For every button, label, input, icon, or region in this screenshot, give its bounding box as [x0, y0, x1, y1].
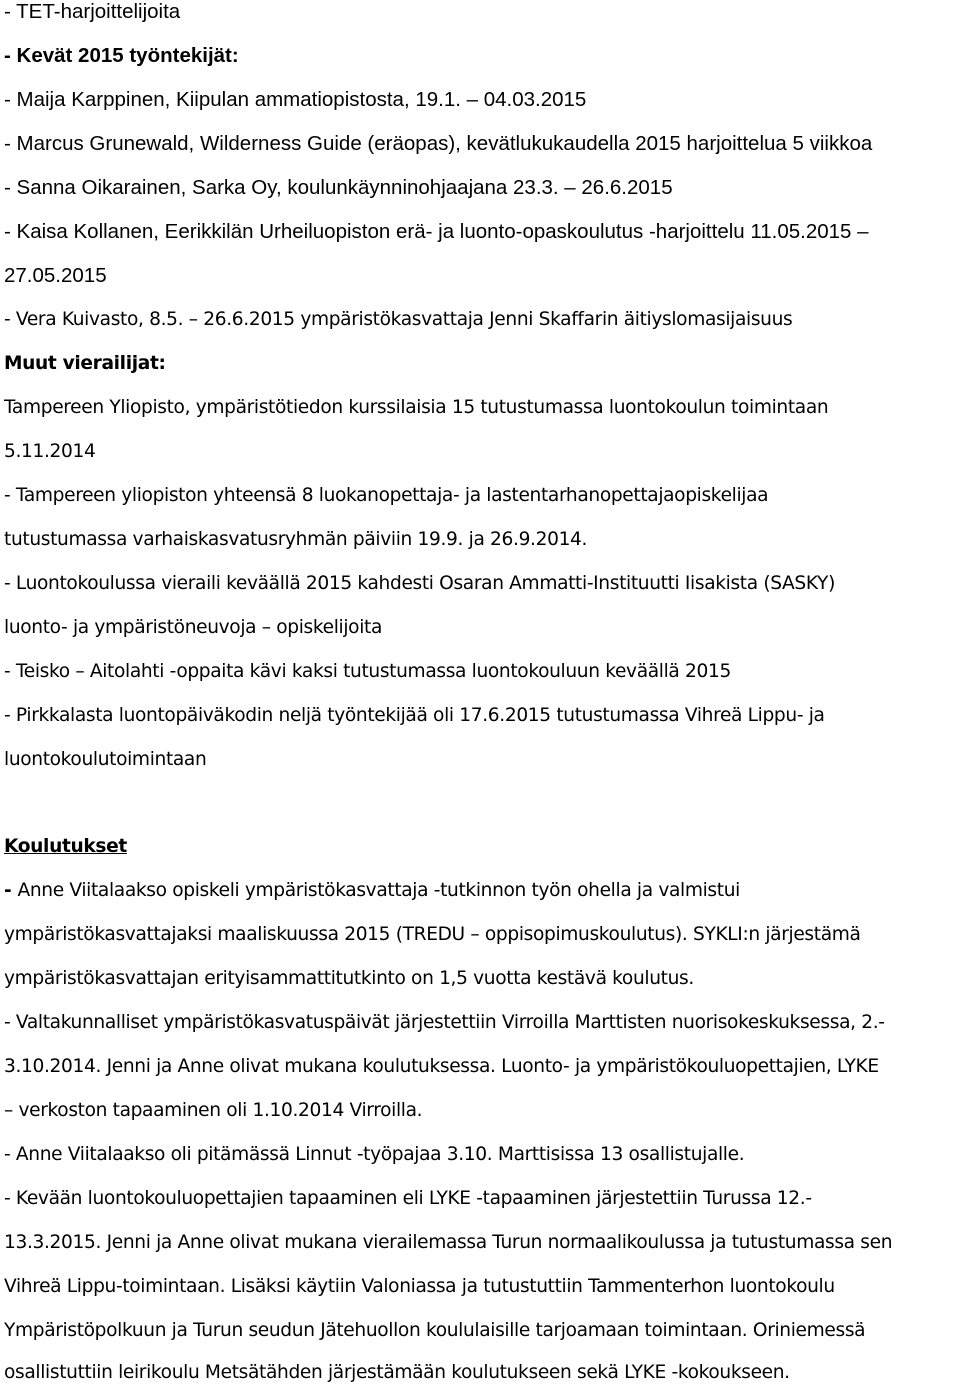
text-line-tampere-teachers-cont: tutustumassa varhaiskasvatusryhmän päiviin 19.9. ja 26.9.2014.: [4, 529, 588, 550]
text-line-sykli: ympäristökasvattajan erityisammattitutkinto on 1,5 vuotta kestävä koulutus.: [4, 968, 694, 989]
text-line-national-days: - Valtakunnalliset ympäristökasvatuspäivät järjestettiin Virroilla Marttisten nuorisokeskuksessa, 2.-: [4, 1012, 885, 1033]
text-line-lyke-network: – verkoston tapaaminen oli 1.10.2014 Virroilla.: [4, 1100, 423, 1121]
text-line-valonia: Vihreä Lippu-toimintaan. Lisäksi käytiin Valoniassa ja tutustuttiin Tammenterhon luontokoulu: [4, 1276, 835, 1297]
text-line-birds-workshop: - Anne Viitalaakso oli pitämässä Linnut -työpajaa 3.10. Marttisissa 13 osallistujalle.: [4, 1144, 745, 1165]
text-line-viitalaakso-studies-body: Anne Viitalaakso opiskeli ympäristökasvattaja -tutkinnon työn ohella ja valmistui: [17, 880, 740, 901]
bullet-dash: -: [4, 880, 18, 901]
text-line-tet: - TET-harjoittelijoita: [4, 0, 181, 23]
text-line-pirkkala-cont: luontokoulutoimintaan: [4, 749, 207, 770]
text-line-spring-meeting: - Kevään luontokouluopettajien tapaaminen eli LYKE -tapaaminen järjestettiin Turussa 12.-: [4, 1188, 812, 1209]
text-line-sasky-cont: luonto- ja ympäristöneuvoja – opiskelijoita: [4, 617, 383, 638]
text-line-turku-visit: 13.3.2015. Jenni ja Anne olivat mukana vierailemassa Turun normaalikoulussa ja tutustumassa sen: [4, 1232, 893, 1253]
text-line-camp-school: osallistuttiin leirikoulu Metsätähden järjestämään koulutukseen sekä LYKE -kokoukseen.: [4, 1362, 790, 1383]
text-line-kuivasto: - Vera Kuivasto, 8.5. – 26.6.2015 ympäristökasvattaja Jenni Skaffarin äitiyslomasijaisuus: [4, 309, 793, 330]
text-line-kollanen-end-date: 27.05.2015: [4, 264, 107, 287]
text-line-teisko: - Teisko – Aitolahti -oppaita kävi kaksi tutustumassa luontokouluun keväällä 2015: [4, 661, 731, 682]
text-line-tredu: ympäristökasvattajaksi maaliskuussa 2015 (TREDU – oppisopimuskoulutus). SYKLI:n järjestämä: [4, 924, 861, 945]
text-line-environment-path: Ympäristöpolkuun ja Turun seudun Jätehuollon koululaisille tarjoamaan toimintaan. Oriniemessä: [4, 1320, 866, 1341]
text-line-karppinen: - Maija Karppinen, Kiipulan ammatiopistosta, 19.1. – 04.03.2015: [4, 88, 587, 111]
text-line-sasky: - Luontokoulussa vieraili keväällä 2015 kahdesti Osaran Ammatti-Instituutti Iisakista (SASKY): [4, 573, 835, 594]
text-line-national-days-cont: 3.10.2014. Jenni ja Anne olivat mukana koulutuksessa. Luonto- ja ympäristökouluopettajien, LYKE: [4, 1056, 879, 1077]
text-line-tampere-teachers: - Tampereen yliopiston yhteensä 8 luokanopettaja- ja lastentarhanopettajaopiskelijaa: [4, 485, 769, 506]
text-line-pirkkala: - Pirkkalasta luontopäiväkodin neljä työntekijää oli 17.6.2015 tutustumassa Vihreä Lippu- ja: [4, 705, 825, 726]
text-line-grunewald: - Marcus Grunewald, Wilderness Guide (eräopas), kevätlukukaudella 2015 harjoittelua 5 viikkoa: [4, 132, 873, 155]
text-line-kollanen: - Kaisa Kollanen, Eerikkilän Urheiluopiston erä- ja luonto-opaskoulutus -harjoittelu 11.05.2015 –: [4, 220, 869, 243]
heading-other-visitors: Muut vierailijat:: [4, 353, 166, 374]
text-line-date-2014: 5.11.2014: [4, 441, 96, 462]
heading-spring-2015-staff: - Kevät 2015 työntekijät:: [4, 44, 239, 67]
text-line-viitalaakso-studies: [4, 882, 740, 901]
text-line-tampere-university: Tampereen Yliopisto, ympäristötiedon kurssilaisia 15 tutustumassa luontokoulun toimintaan: [4, 397, 829, 418]
heading-trainings: Koulutukset: [4, 836, 127, 857]
text-line-oikarainen: - Sanna Oikarainen, Sarka Oy, koulunkäynninohjaajana 23.3. – 26.6.2015: [4, 176, 673, 199]
